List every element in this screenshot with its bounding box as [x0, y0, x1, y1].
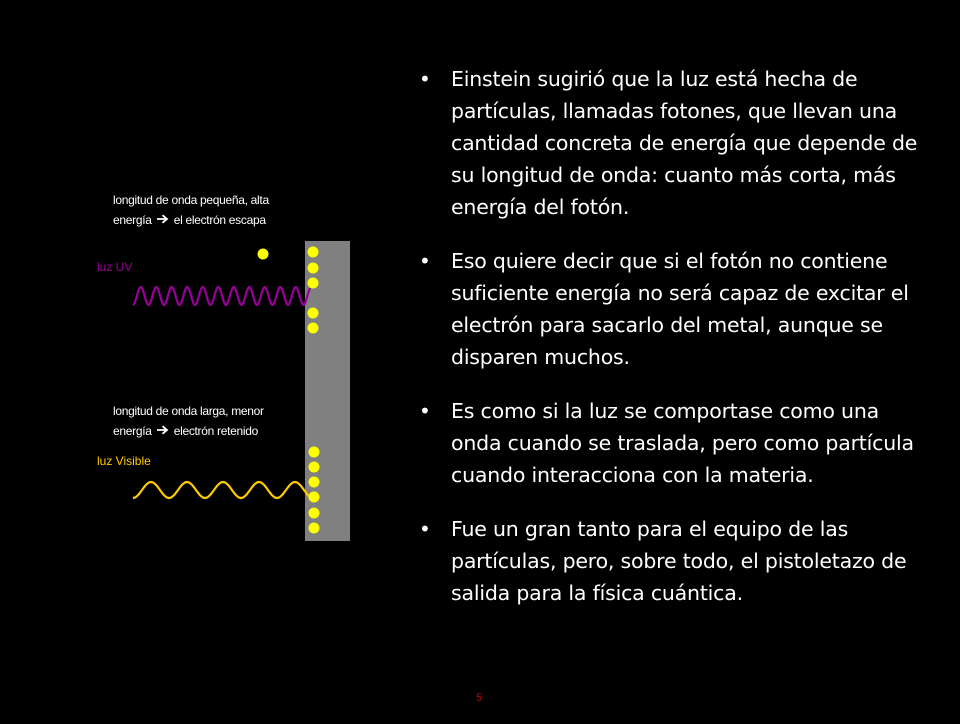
uv-caption-line1: longitud de onda pequeña, alta — [113, 193, 269, 207]
bullet-dot: • — [419, 517, 431, 541]
bullet-dot: • — [419, 399, 431, 423]
photoelectric-diagram — [0, 0, 400, 720]
visible-light-label: luz Visible — [97, 454, 151, 468]
visible-caption-result: electrón retenido — [173, 424, 258, 438]
uv-caption-result: el electrón escapa — [173, 213, 266, 227]
escaped-electron — [258, 249, 269, 260]
right-arrow-icon — [157, 421, 169, 441]
visible-caption-line2 — [113, 421, 264, 441]
bullet-text: Fue un gran tanto para el equipo de las partículas, pero, sobre todo, el pistoletazo de salida para la física cuántica. — [451, 517, 907, 605]
visible-caption-energy: energía — [113, 424, 152, 438]
electron — [308, 247, 319, 258]
visible-caption-line1: longitud de onda larga, menor — [113, 404, 264, 418]
electron — [309, 447, 320, 458]
bullet-item — [415, 63, 935, 223]
page-number: 5 — [476, 692, 483, 704]
electron — [309, 462, 320, 473]
uv-light-label: luz UV — [97, 260, 133, 274]
uv-light-wave — [133, 287, 310, 305]
bullet-dot: • — [419, 249, 431, 273]
uv-caption-line2 — [113, 210, 269, 230]
electron — [308, 278, 319, 289]
electron — [309, 508, 320, 519]
uv-caption-energy: energía — [113, 213, 152, 227]
electron — [309, 477, 320, 488]
uv-caption — [113, 190, 269, 230]
bullet-item — [415, 395, 935, 491]
electron — [308, 263, 319, 274]
bullet-text: Es como si la luz se comportase como una onda cuando se traslada, pero como partícula cuando interacciona con la materia. — [451, 399, 914, 487]
bullet-list — [415, 63, 935, 631]
bullet-text: Eso quiere decir que si el fotón no contiene suficiente energía no será capaz de excitar el electrón para sacarlo del metal, aunque se disparen muchos. — [451, 249, 909, 369]
bullet-text: Einstein sugirió que la luz está hecha de partículas, llamadas fotones, que llevan una cantidad concreta de energía que depende de su longitud de onda: cuanto más corta, más energía del fotón. — [451, 67, 918, 219]
diagram-canvas — [0, 0, 400, 720]
bullet-item — [415, 245, 935, 373]
bullet-dot: • — [419, 67, 431, 91]
visible-light-wave — [133, 482, 312, 498]
electron — [309, 523, 320, 534]
electron — [309, 492, 320, 503]
electron — [308, 323, 319, 334]
right-arrow-icon — [157, 210, 169, 230]
electron — [308, 308, 319, 319]
bullet-item — [415, 513, 935, 609]
visible-caption — [113, 401, 264, 441]
